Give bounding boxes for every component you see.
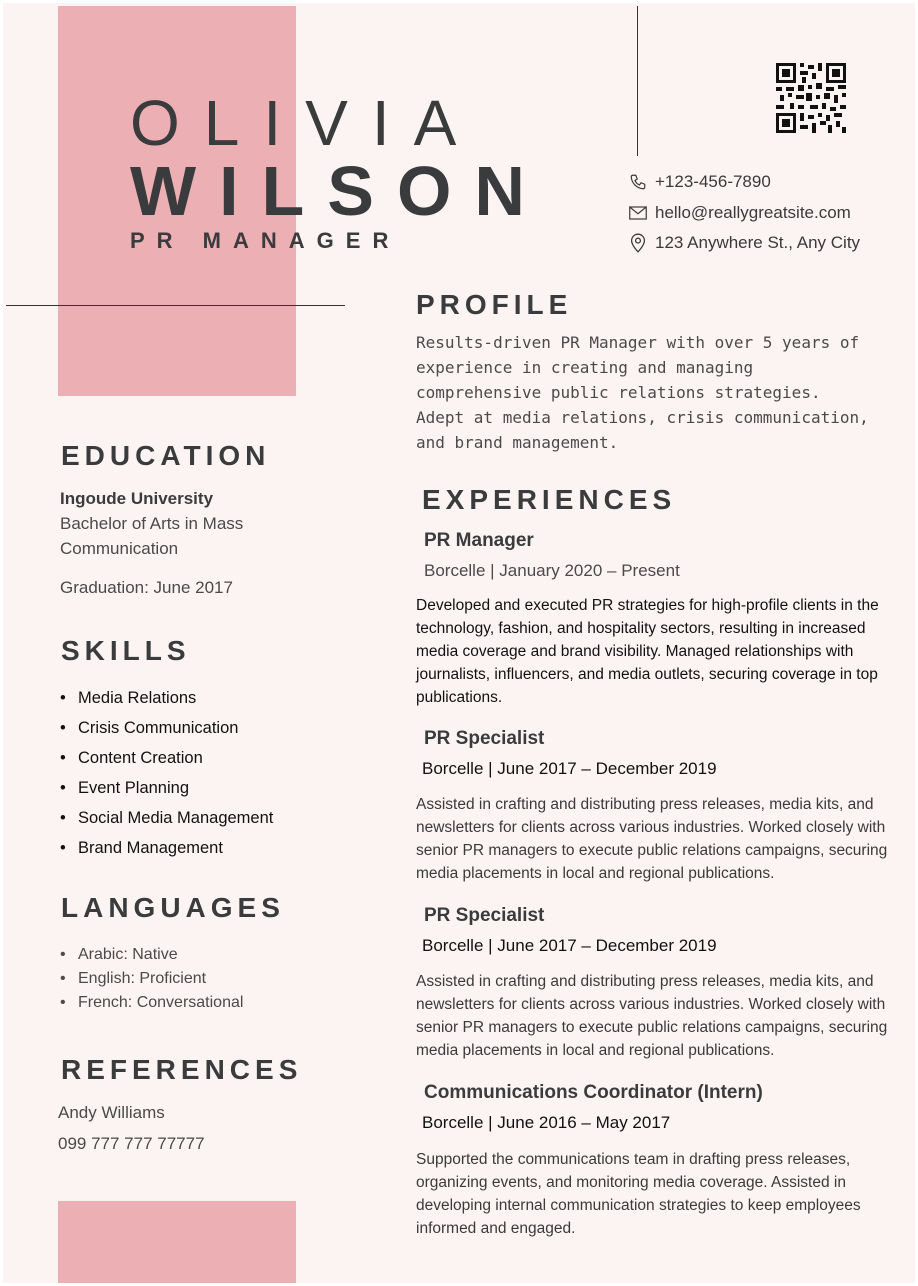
reference-name: Andy Williams [58,1103,165,1122]
job-description-4: Supported the communications team in drafting press releases, organizing events, and monitoring media coverage. Assisted in developing internal communication strategies to keep employees informed and engaged. [416,1151,861,1237]
qr-code-icon [776,63,846,133]
last-name: WILSON [130,152,548,230]
phone-icon [627,172,649,192]
experiences-heading: EXPERIENCES [422,484,677,515]
job-title: PR MANAGER [130,228,401,253]
job-description-3: Assisted in crafting and distributing press releases, media kits, and newsletters for clients across various industries. Worked closely with senior PR managers to execute public relations campaigns, securing media placements in local and regional publications. [416,973,888,1059]
education-heading: EDUCATION [61,440,271,471]
job-subtitle-4: Borcelle | June 2016 – May 2017 [422,1113,671,1132]
contact-address [627,233,860,253]
mail-icon [627,203,649,223]
skills-list [60,683,273,863]
skill-item: • Brand Management [60,833,273,863]
university-name: Ingoude University [60,489,214,508]
job-title-4: Communications Coordinator (Intern) [424,1082,763,1103]
job-description-1: Developed and executed PR strategies for high-profile clients in the technology, fashion, and hospitality sectors, resulting in increased media coverage and brand visibility. Managed relationships with journalists, influencers, and media outlets, securing coverage in top publications. [416,597,879,706]
language-item: • Arabic: Native [60,943,243,967]
pink-accent-block-bottom [58,1201,296,1283]
skill-item: • Media Relations [60,683,273,713]
email-address: hello@reallygreatsite.com [655,203,851,222]
job-title-1: PR Manager [424,530,534,551]
phone-number: +123-456-7890 [655,172,771,191]
location-pin-icon [627,233,649,253]
job-subtitle-3: Borcelle | June 2017 – December 2019 [422,936,717,955]
skill-item: • Content Creation [60,743,273,773]
divider-horizontal [6,305,345,306]
skills-heading: SKILLS [61,635,191,666]
job-title-3: PR Specialist [424,905,545,926]
language-item: • French: Conversational [60,991,243,1015]
graduation-date: Graduation: June 2017 [60,578,233,597]
references-heading: REFERENCES [61,1054,303,1085]
languages-heading: LANGUAGES [61,892,285,923]
skill-item: • Social Media Management [60,803,273,833]
divider-vertical [637,6,638,156]
job-title-2: PR Specialist [424,728,545,749]
job-subtitle-2: Borcelle | June 2017 – December 2019 [422,759,717,778]
contact-email [627,203,851,223]
languages-list [60,943,243,1015]
skill-item: • Event Planning [60,773,273,803]
first-name: OLIVIA [130,87,481,159]
language-item: • English: Proficient [60,967,243,991]
profile-text: Results-driven PR Manager with over 5 years of experience in creating and managing comprehensive public relations strategies. Adept at media relations, crisis communication, and brand management. [416,333,869,452]
degree-line-2: Communication [60,539,179,558]
job-subtitle-1: Borcelle | January 2020 – Present [424,561,680,580]
contact-phone [627,172,771,192]
address: 123 Anywhere St., Any City [655,233,861,252]
profile-heading: PROFILE [416,289,573,320]
reference-phone: 099 777 777 77777 [58,1134,205,1153]
resume-page [3,3,915,1283]
skill-item: • Crisis Communication [60,713,273,743]
degree-line-1: Bachelor of Arts in Mass [60,514,244,533]
job-description-2: Assisted in crafting and distributing press releases, media kits, and newsletters for clients across various industries. Worked closely with senior PR managers to execute public relations campaigns, securing media placements in local and regional publications. [416,796,888,882]
